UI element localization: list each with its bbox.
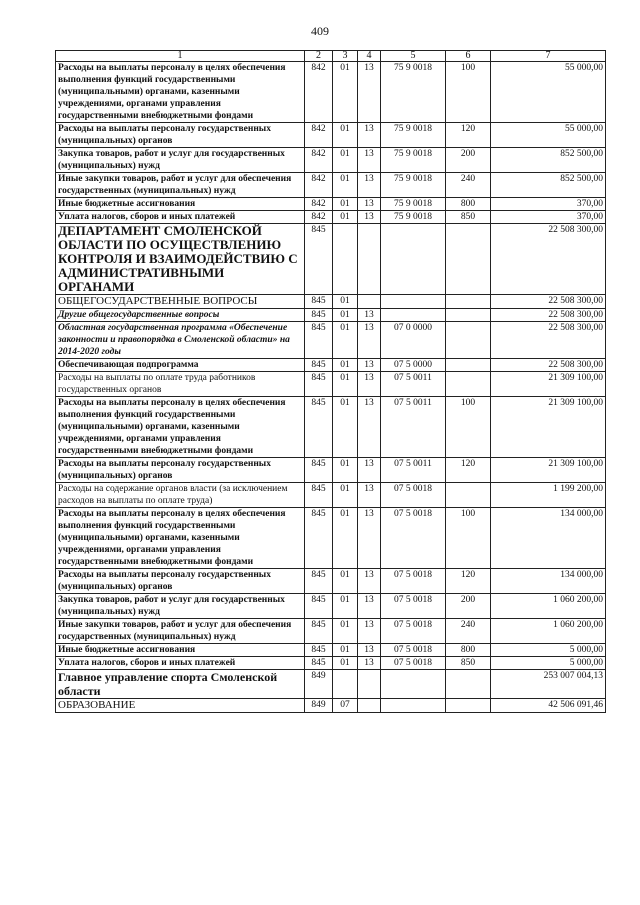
subsection-cell: [358, 670, 381, 699]
table-row: [56, 359, 606, 372]
target-article-cell: 07 5 0018: [381, 594, 446, 619]
section-cell: 01: [333, 211, 358, 224]
expense-type-cell: 200: [446, 594, 491, 619]
subsection-cell: 13: [358, 372, 381, 397]
target-article-cell: 75 9 0018: [381, 62, 446, 123]
section-cell: 01: [333, 657, 358, 670]
section-cell: 01: [333, 309, 358, 322]
target-article-cell: 75 9 0018: [381, 211, 446, 224]
table-body: [56, 62, 606, 713]
subsection-cell: 13: [358, 173, 381, 198]
table-row: [56, 211, 606, 224]
target-article-cell: [381, 699, 446, 713]
subsection-cell: [358, 699, 381, 713]
admin-code-cell: 842: [305, 211, 333, 224]
admin-code-cell: 845: [305, 569, 333, 594]
admin-code-cell: 849: [305, 670, 333, 699]
admin-code-cell: 845: [305, 458, 333, 483]
section-cell: 01: [333, 619, 358, 644]
description-cell: Закупка товаров, работ и услуг для государственных (муниципальных) нужд: [56, 148, 305, 173]
section-cell: 01: [333, 372, 358, 397]
amount-cell: 852 500,00: [491, 148, 606, 173]
amount-cell: 134 000,00: [491, 569, 606, 594]
amount-cell: 253 007 004,13: [491, 670, 606, 699]
amount-cell: 370,00: [491, 198, 606, 211]
subsection-cell: 13: [358, 508, 381, 569]
target-article-cell: 75 9 0018: [381, 148, 446, 173]
admin-code-cell: 845: [305, 483, 333, 508]
budget-table: [55, 50, 606, 713]
table-row: [56, 198, 606, 211]
section-cell: 01: [333, 569, 358, 594]
expense-type-cell: 120: [446, 569, 491, 594]
section-cell: 01: [333, 508, 358, 569]
section-cell: 01: [333, 594, 358, 619]
section-cell: 01: [333, 62, 358, 123]
subsection-cell: 13: [358, 309, 381, 322]
description-cell: Расходы на выплаты персоналу в целях обеспечения выполнения функций государственными (муниципальными) органами, казенными учреждениями, органами управления государственными внебюджетными фондами: [56, 397, 305, 458]
expense-type-cell: 200: [446, 148, 491, 173]
target-article-cell: 07 5 0000: [381, 359, 446, 372]
amount-cell: 22 508 300,00: [491, 359, 606, 372]
table-row: [56, 594, 606, 619]
subsection-cell: 13: [358, 397, 381, 458]
table-row: [56, 699, 606, 713]
col-header-1: 1: [56, 51, 305, 62]
expense-type-cell: 100: [446, 508, 491, 569]
target-article-cell: 75 9 0018: [381, 173, 446, 198]
table-row: [56, 309, 606, 322]
target-article-cell: [381, 309, 446, 322]
amount-cell: 134 000,00: [491, 508, 606, 569]
target-article-cell: 07 0 0000: [381, 322, 446, 359]
amount-cell: 55 000,00: [491, 123, 606, 148]
expense-type-cell: 800: [446, 198, 491, 211]
description-cell: Уплата налогов, сборов и иных платежей: [56, 657, 305, 670]
col-header-7: 7: [491, 51, 606, 62]
admin-code-cell: 845: [305, 619, 333, 644]
section-cell: 01: [333, 644, 358, 657]
admin-code-cell: 845: [305, 309, 333, 322]
section-cell: 01: [333, 198, 358, 211]
subsection-cell: [358, 295, 381, 309]
admin-code-cell: 842: [305, 123, 333, 148]
table-row: [56, 173, 606, 198]
admin-code-cell: 845: [305, 508, 333, 569]
table-row: [56, 483, 606, 508]
target-article-cell: 07 5 0018: [381, 569, 446, 594]
expense-type-cell: [446, 322, 491, 359]
header-row: [56, 51, 606, 62]
amount-cell: 42 506 091,46: [491, 699, 606, 713]
subsection-cell: 13: [358, 211, 381, 224]
description-cell: Расходы на выплаты персоналу в целях обеспечения выполнения функций государственными (муниципальными) органами, казенными учреждениями, органами управления государственными внебюджетными фондами: [56, 62, 305, 123]
subsection-cell: 13: [358, 619, 381, 644]
amount-cell: 21 309 100,00: [491, 372, 606, 397]
section-cell: 01: [333, 148, 358, 173]
description-cell: Расходы на выплаты по оплате труда работников государственных органов: [56, 372, 305, 397]
admin-code-cell: 842: [305, 198, 333, 211]
amount-cell: 22 508 300,00: [491, 309, 606, 322]
description-cell: Иные закупки товаров, работ и услуг для обеспечения государственных (муниципальных) нужд: [56, 619, 305, 644]
target-article-cell: 07 5 0018: [381, 644, 446, 657]
expense-type-cell: 100: [446, 62, 491, 123]
expense-type-cell: [446, 359, 491, 372]
description-cell: Другие общегосударственные вопросы: [56, 309, 305, 322]
target-article-cell: 75 9 0018: [381, 198, 446, 211]
col-header-3: 3: [333, 51, 358, 62]
admin-code-cell: 845: [305, 594, 333, 619]
subsection-cell: 13: [358, 322, 381, 359]
admin-code-cell: 842: [305, 148, 333, 173]
table-row: [56, 372, 606, 397]
subsection-cell: 13: [358, 657, 381, 670]
target-article-cell: 07 5 0018: [381, 619, 446, 644]
subsection-cell: 13: [358, 123, 381, 148]
target-article-cell: 07 5 0018: [381, 483, 446, 508]
admin-code-cell: 849: [305, 699, 333, 713]
amount-cell: 21 309 100,00: [491, 458, 606, 483]
table-row: [56, 224, 606, 295]
description-cell: Расходы на содержание органов власти (за исключением расходов на выплаты по оплате труда): [56, 483, 305, 508]
expense-type-cell: 240: [446, 173, 491, 198]
section-cell: 01: [333, 483, 358, 508]
target-article-cell: [381, 295, 446, 309]
description-cell: Обеспечивающая подпрограмма: [56, 359, 305, 372]
subsection-cell: 13: [358, 62, 381, 123]
section-cell: 01: [333, 458, 358, 483]
amount-cell: 852 500,00: [491, 173, 606, 198]
description-cell: Расходы на выплаты персоналу государственных (муниципальных) органов: [56, 458, 305, 483]
expense-type-cell: [446, 309, 491, 322]
expense-type-cell: 120: [446, 458, 491, 483]
admin-code-cell: 845: [305, 372, 333, 397]
description-cell: ОБРАЗОВАНИЕ: [56, 699, 305, 713]
description-cell: Иные закупки товаров, работ и услуг для обеспечения государственных (муниципальных) нужд: [56, 173, 305, 198]
admin-code-cell: 845: [305, 359, 333, 372]
amount-cell: 22 508 300,00: [491, 322, 606, 359]
admin-code-cell: 845: [305, 644, 333, 657]
page-number: 409: [311, 24, 329, 38]
expense-type-cell: [446, 372, 491, 397]
section-cell: 01: [333, 359, 358, 372]
table-row: [56, 670, 606, 699]
amount-cell: 1 060 200,00: [491, 619, 606, 644]
table-row: [56, 322, 606, 359]
section-cell: [333, 224, 358, 295]
table-row: [56, 123, 606, 148]
description-cell: Областная государственная программа «Обеспечение законности и правопорядка в Смоленской области» на 2014-2020 годы: [56, 322, 305, 359]
table-row: [56, 644, 606, 657]
subsection-cell: 13: [358, 594, 381, 619]
admin-code-cell: 842: [305, 62, 333, 123]
section-cell: [333, 670, 358, 699]
expense-type-cell: [446, 483, 491, 508]
amount-cell: 1 060 200,00: [491, 594, 606, 619]
table-row: [56, 619, 606, 644]
amount-cell: 370,00: [491, 211, 606, 224]
table-row: [56, 62, 606, 123]
col-header-5: 5: [381, 51, 446, 62]
expense-type-cell: [446, 670, 491, 699]
col-header-6: 6: [446, 51, 491, 62]
description-cell: Расходы на выплаты персоналу государственных (муниципальных) органов: [56, 569, 305, 594]
section-cell: 07: [333, 699, 358, 713]
admin-code-cell: 845: [305, 322, 333, 359]
amount-cell: 5 000,00: [491, 657, 606, 670]
amount-cell: 55 000,00: [491, 62, 606, 123]
subsection-cell: [358, 224, 381, 295]
section-cell: 01: [333, 295, 358, 309]
description-cell: Расходы на выплаты персоналу в целях обеспечения выполнения функций государственными (муниципальными) органами, казенными учреждениями, органами управления государственными внебюджетными фондами: [56, 508, 305, 569]
admin-code-cell: 845: [305, 295, 333, 309]
expense-type-cell: 800: [446, 644, 491, 657]
table-row: [56, 458, 606, 483]
col-header-2: 2: [305, 51, 333, 62]
description-cell: Расходы на выплаты персоналу государственных (муниципальных) органов: [56, 123, 305, 148]
amount-cell: 5 000,00: [491, 644, 606, 657]
section-cell: 01: [333, 322, 358, 359]
expense-type-cell: 120: [446, 123, 491, 148]
description-cell: Уплата налогов, сборов и иных платежей: [56, 211, 305, 224]
section-cell: 01: [333, 123, 358, 148]
table-row: [56, 508, 606, 569]
amount-cell: 22 508 300,00: [491, 295, 606, 309]
section-cell: 01: [333, 397, 358, 458]
col-header-4: 4: [358, 51, 381, 62]
target-article-cell: 07 5 0011: [381, 397, 446, 458]
subsection-cell: 13: [358, 569, 381, 594]
subsection-cell: 13: [358, 458, 381, 483]
subsection-cell: 13: [358, 198, 381, 211]
admin-code-cell: 845: [305, 397, 333, 458]
amount-cell: 22 508 300,00: [491, 224, 606, 295]
amount-cell: 1 199 200,00: [491, 483, 606, 508]
target-article-cell: 75 9 0018: [381, 123, 446, 148]
target-article-cell: 07 5 0018: [381, 508, 446, 569]
subsection-cell: 13: [358, 483, 381, 508]
subsection-cell: 13: [358, 359, 381, 372]
expense-type-cell: [446, 295, 491, 309]
description-cell: Иные бюджетные ассигнования: [56, 644, 305, 657]
target-article-cell: [381, 224, 446, 295]
description-cell: ДЕПАРТАМЕНТ СМОЛЕНСКОЙ ОБЛАСТИ ПО ОСУЩЕСТВЛЕНИЮ КОНТРОЛЯ И ВЗАИМОДЕЙСТВИЮ С АДМИНИСТРАТИВНЫМИ ОРГАНАМИ: [56, 224, 305, 295]
subsection-cell: 13: [358, 148, 381, 173]
expense-type-cell: 240: [446, 619, 491, 644]
expense-type-cell: 100: [446, 397, 491, 458]
amount-cell: 21 309 100,00: [491, 397, 606, 458]
expense-type-cell: [446, 699, 491, 713]
description-cell: Закупка товаров, работ и услуг для государственных (муниципальных) нужд: [56, 594, 305, 619]
admin-code-cell: 842: [305, 173, 333, 198]
admin-code-cell: 845: [305, 224, 333, 295]
table-row: [56, 569, 606, 594]
section-cell: 01: [333, 173, 358, 198]
table-row: [56, 657, 606, 670]
target-article-cell: 07 5 0011: [381, 372, 446, 397]
target-article-cell: 07 5 0018: [381, 657, 446, 670]
expense-type-cell: [446, 224, 491, 295]
table-row: [56, 148, 606, 173]
table-row: [56, 295, 606, 309]
expense-type-cell: 850: [446, 657, 491, 670]
description-cell: Главное управление спорта Смоленской области: [56, 670, 305, 699]
description-cell: ОБЩЕГОСУДАРСТВЕННЫЕ ВОПРОСЫ: [56, 295, 305, 309]
expense-type-cell: 850: [446, 211, 491, 224]
table-row: [56, 397, 606, 458]
target-article-cell: [381, 670, 446, 699]
subsection-cell: 13: [358, 644, 381, 657]
description-cell: Иные бюджетные ассигнования: [56, 198, 305, 211]
target-article-cell: 07 5 0011: [381, 458, 446, 483]
admin-code-cell: 845: [305, 657, 333, 670]
